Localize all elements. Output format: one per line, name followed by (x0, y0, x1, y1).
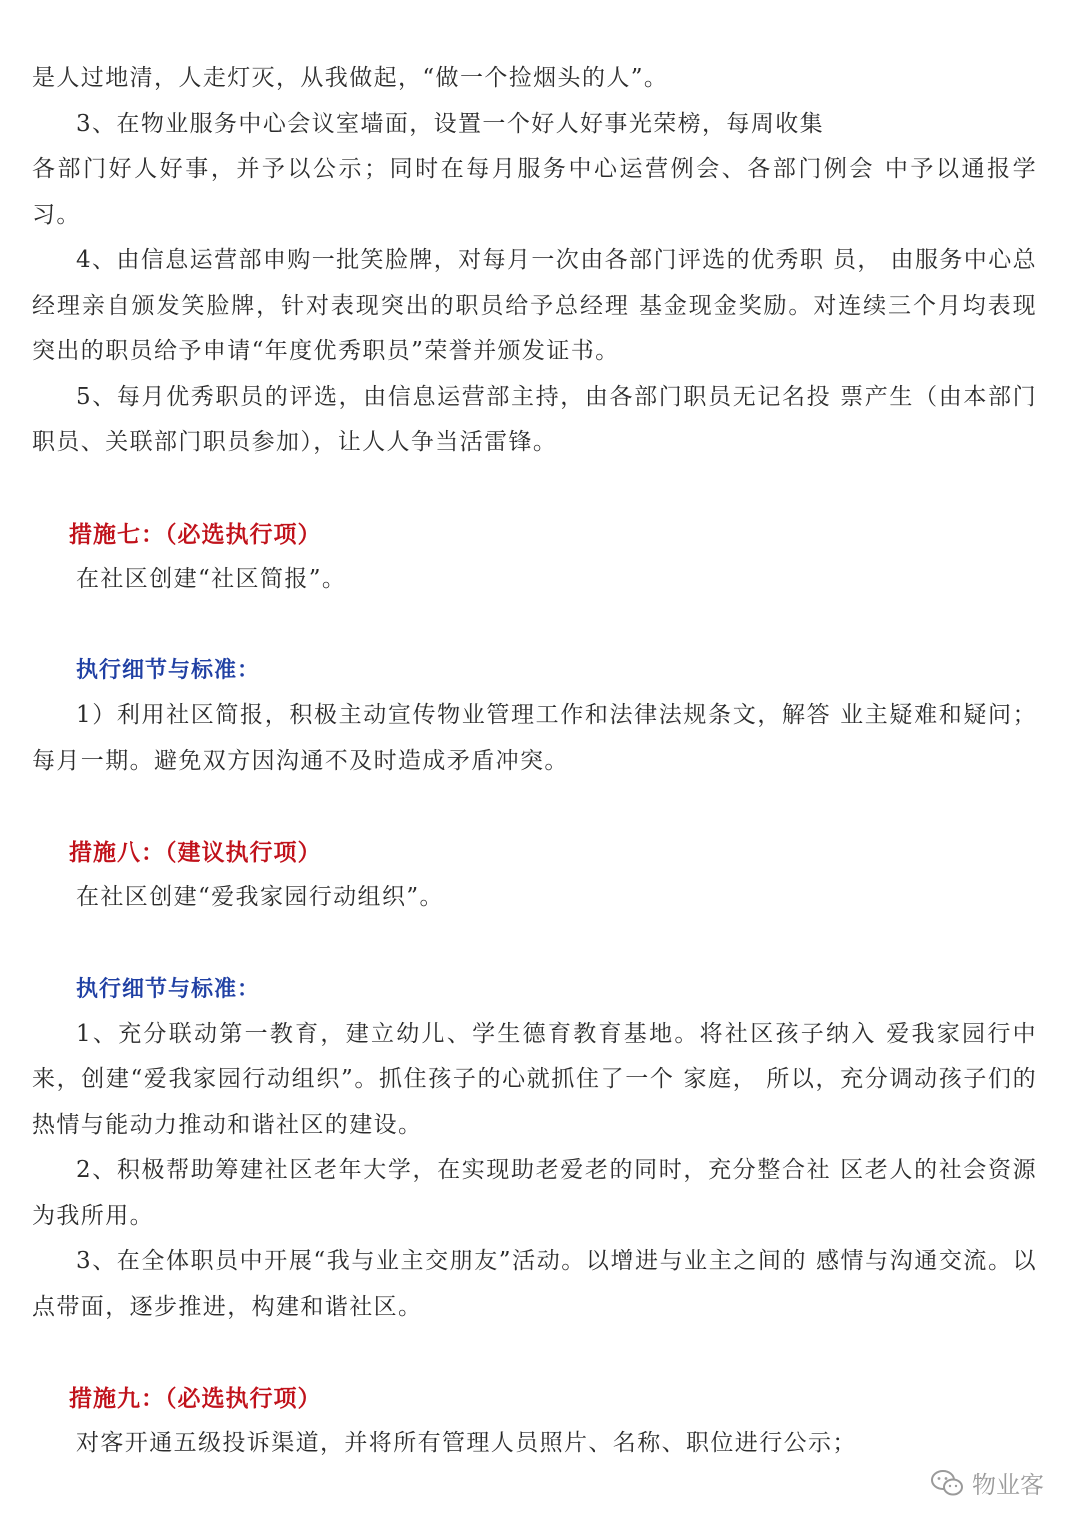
text-line-1: 是人过地清，人走灯灭，从我做起，“做一个捡烟头的人”。 (32, 65, 669, 91)
measure-9-title: 措施九：（必选执行项） (69, 1385, 322, 1412)
item-3-first-line: 3、在物业服务中心会议室墙面，设置一个好人好事光荣榜，每周收集 (76, 110, 825, 137)
measure-8-details-title: 执行细节与标准： (76, 975, 261, 1002)
watermark-text: 物业客 (972, 1471, 1044, 1499)
watermark (930, 1465, 1044, 1500)
document-page (32, 0, 1037, 1467)
measure-8-desc: 在社区创建“爱我家园行动组织”。 (76, 884, 444, 910)
wechat-icon (930, 1469, 964, 1497)
measure-7-title: 措施七：（必选执行项） (69, 520, 322, 548)
measure-7-desc: 在社区创建“社区简报”。 (76, 565, 347, 592)
measure-8-title: 措施八：（建议执行项） (69, 839, 322, 866)
measure-8-details-3: 3、在全体职员中开展“我与业主交朋友”活动。以增进与业主之间的 感情与沟通交流。以点带面，逐步推进，构建和谐社区。 (32, 1248, 1037, 1320)
measure-8-details-1: 1、充分联动第一教育，建立幼儿、学生德育教育基地。将社区孩子纳入 爱我家园行中来，创建“爱我家园行动组织”。抓住孩子的心就抓住了一个 家庭， 所以，充分调动孩子们的热情与能动力推动和谐社区的建设。 (32, 1020, 1037, 1138)
item-4: 4、由信息运营部申购一批笑脸牌，对每月一次由各部门评选的优秀职 员， 由服务中心总经理亲自颁发笑脸牌，针对表现突出的职员给予总经理 基金现金奖励。对连续三个月均表现突出的职员给予申请“年度优秀职员”荣誉并颁发证书。 (32, 247, 1037, 364)
item-3-rest: 各部门好人好事，并予以公示；同时在每月服务中心运营例会、各部门例会 中予以通报学习。 (32, 156, 1037, 228)
measure-8-details-2: 2、积极帮助筹建社区老年大学，在实现助老爱老的同时，充分整合社 区老人的社会资源为我所用。 (32, 1157, 1037, 1229)
measure-7-details-1: 1）利用社区简报，积极主动宣传物业管理工作和法律法规条文，解答 业主疑难和疑问；每月一期。避免双方因沟通不及时造成矛盾冲突。 (32, 702, 1037, 774)
item-5: 5、每月优秀职员的评选，由信息运营部主持，由各部门职员无记名投 票产生（由本部门职员、关联部门职员参加），让人人争当活雷锋。 (32, 383, 1037, 455)
measure-9-desc: 对客开通五级投诉渠道，并将所有管理人员照片、名称、职位进行公示； (76, 1430, 857, 1456)
measure-7-details-title: 执行细节与标准： (76, 657, 261, 683)
